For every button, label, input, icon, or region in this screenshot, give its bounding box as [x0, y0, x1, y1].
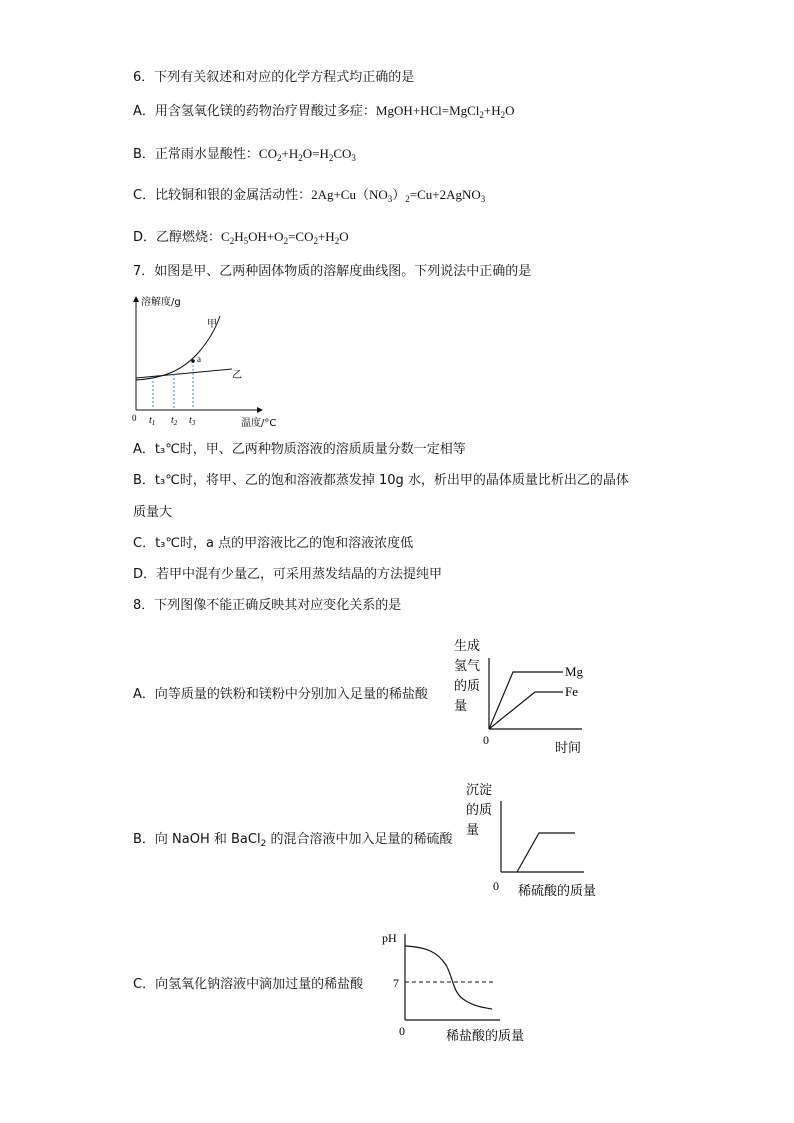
line-yi: [136, 369, 232, 378]
series-label-fe: Fe: [565, 684, 578, 699]
y-axis-label-line1: 生成: [454, 639, 481, 654]
chemical-equation: $2Ag+Cu(NO_3)_2=Cu+2AgNO_3$: [311, 187, 486, 204]
precipitate-line: [517, 833, 575, 872]
q7-option-c[interactable]: C．t₃℃时，a 点的甲溶液比乙的饱和溶液浓度低: [133, 536, 414, 551]
x-axis-label: 时间: [555, 741, 582, 756]
y-axis-label-line3: 量: [466, 823, 480, 838]
option-label: C．比较铜和银的金属活动性：: [133, 188, 312, 203]
q8-option-a[interactable]: A．向等质量的铁粉和镁粉中分别加入足量的稀盐酸: [133, 687, 428, 702]
q6-option-b[interactable]: [133, 144, 356, 165]
q7-option-a[interactable]: A．t₃℃时，甲、乙两种物质溶液的溶质质量分数一定相等: [133, 442, 466, 457]
series-line-fe: [489, 692, 563, 729]
chemical-equation: $CO_2+H_2O=H_2CO_3$: [258, 146, 356, 163]
y-axis-label-line1: 沉淀: [466, 783, 493, 798]
option-label: D．乙醇燃烧：: [133, 230, 222, 245]
y-axis-label-line4: 量: [454, 699, 468, 714]
ph-curve: [405, 946, 492, 1009]
series-label-yi: 乙: [232, 370, 242, 381]
q8-stem: 8．下列图像不能正确反映其对应变化关系的是: [133, 598, 402, 613]
q6-option-d[interactable]: [133, 227, 349, 248]
q7-option-d[interactable]: D．若甲中混有少量乙，可采用蒸发结晶的方法提纯甲: [133, 567, 443, 582]
q7-stem: 7．如图是甲、乙两种固体物质的溶解度曲线图。下列说法中正确的是: [133, 264, 532, 279]
origin-label: 0: [132, 413, 137, 423]
chemical-equation: $MgOH+HCl=MgCl_2+H_2O$: [375, 103, 515, 120]
x-axis-label: 稀硫酸的质量: [518, 884, 597, 899]
tick-t1: $t_1$: [149, 415, 156, 427]
x-axis-label: 温度/°C: [241, 418, 277, 429]
x-axis-label: 稀盐酸的质量: [446, 1029, 525, 1044]
option-label: B．正常雨水显酸性：: [133, 147, 259, 162]
precipitate-mass-chart: [460, 776, 610, 901]
y-axis-label-line3: 的质: [454, 679, 481, 694]
origin-label: 0: [493, 879, 499, 893]
series-label-jia: 甲: [207, 319, 217, 330]
hydrogen-mass-chart: [450, 632, 600, 762]
q7-option-b-continued: 质量大: [133, 505, 173, 520]
origin-label: 0: [483, 733, 489, 747]
solubility-curve-chart: [125, 292, 285, 432]
y-axis-label: 溶解度/g: [141, 297, 181, 308]
y-axis-label-line2: 氢气: [454, 659, 481, 674]
point-a: [191, 359, 195, 363]
q6-option-a[interactable]: [133, 101, 515, 122]
series-label-mg: Mg: [565, 664, 584, 679]
origin-label: 0: [399, 1024, 405, 1038]
tick-t2: $t_2$: [171, 415, 178, 427]
y-axis-label-line2: 的质: [466, 803, 493, 818]
q6-stem: 6．下列有关叙述和对应的化学方程式均正确的是: [133, 70, 415, 85]
y-axis-label: pH: [382, 931, 397, 945]
option-label: A．用含氢氧化镁的药物治疗胃酸过多症：: [133, 104, 376, 119]
ph-curve-chart: [378, 925, 548, 1050]
chemical-equation: $C_2H_5OH+O_2=CO_2+H_2O$: [221, 229, 349, 246]
q7-option-b[interactable]: B．t₃℃时，将甲、乙的饱和溶液都蒸发掉 10g 水，析出甲的晶体质量比析出乙的晶体: [133, 473, 629, 488]
q8-option-c[interactable]: C．向氢氧化钠溶液中滴加过量的稀盐酸: [133, 977, 364, 992]
point-a-label: a: [197, 354, 201, 364]
ph-7-label: 7: [393, 976, 399, 990]
tick-t3: $t_3$: [189, 415, 196, 427]
q8-option-b[interactable]: B．向 NaOH 和 BaCl$_2$ 的混合溶液中加入足量的稀硫酸: [133, 832, 453, 849]
q6-option-c[interactable]: [133, 185, 485, 206]
